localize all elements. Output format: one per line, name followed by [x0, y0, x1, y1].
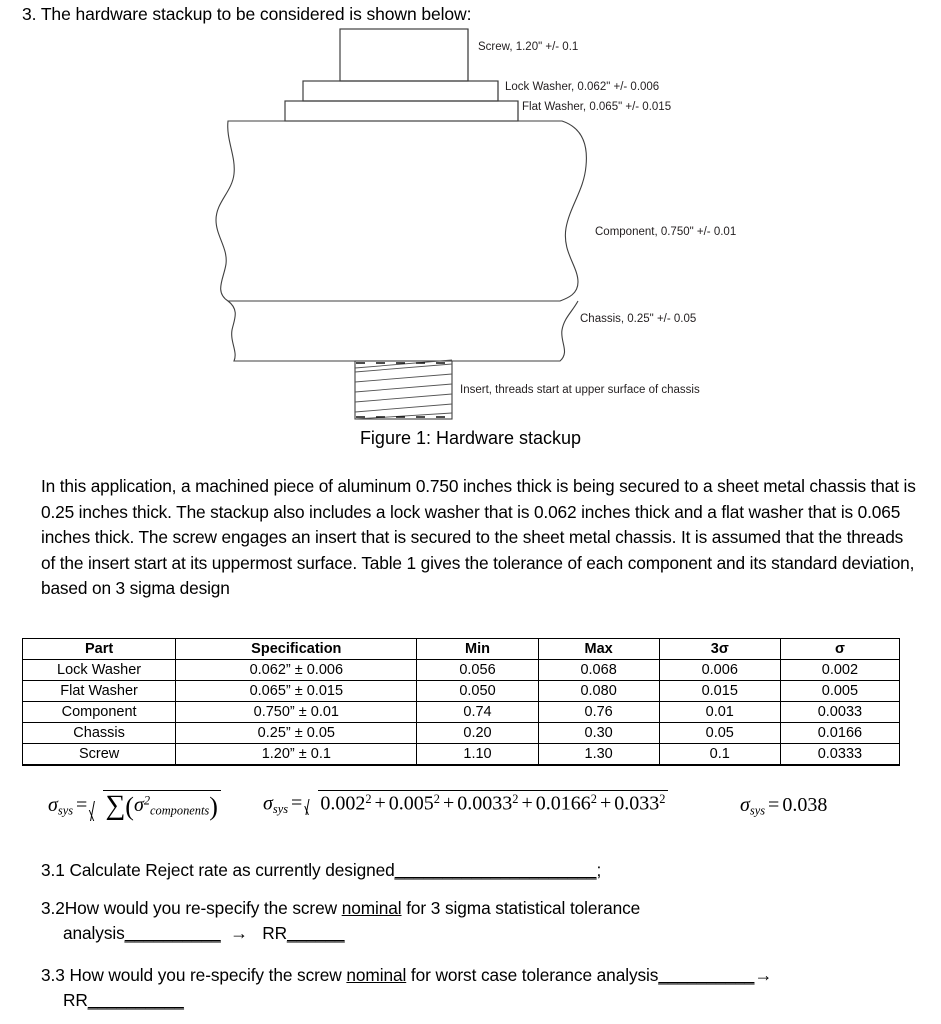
formula2-exp-4: 2 — [590, 792, 597, 806]
formula2-sigma-sub: sys — [272, 801, 289, 816]
q32-answer-blank-2[interactable]: ______ — [286, 923, 345, 943]
q32-emphasis: nominal — [341, 898, 402, 918]
table-row — [23, 744, 900, 766]
cell-3sigma: 0.1 — [659, 744, 780, 766]
q32-rr-label: RR — [262, 923, 287, 943]
label-insert: Insert, threads start at upper surface of chassis — [460, 384, 700, 396]
cell-part: Chassis — [23, 723, 176, 744]
label-chassis: Chassis, 0.25" +/- 0.05 — [580, 313, 697, 325]
formula1-sum-symbol: ∑ — [105, 790, 126, 821]
q33-line2 — [41, 988, 184, 1013]
table-row — [23, 681, 900, 702]
q32-answer-blank-1[interactable]: __________ — [124, 923, 221, 943]
cell-min: 0.050 — [417, 681, 538, 702]
q33-answer-blank-1[interactable]: __________ — [658, 965, 755, 985]
question-3-1 — [41, 858, 921, 883]
formula2-term-4: 0.0166 — [535, 792, 591, 815]
table-header-three-sigma: 3σ — [659, 639, 780, 660]
right-arrow-icon: → — [230, 923, 249, 943]
label-flat-washer: Flat Washer, 0.065" +/- 0.015 — [522, 101, 672, 113]
label-lock-washer: Lock Washer, 0.062" +/- 0.006 — [505, 81, 660, 93]
screw-shape — [340, 29, 468, 81]
question-3-2 — [41, 896, 921, 946]
formula2-sigma: σ — [263, 792, 273, 815]
q32-line2 — [41, 921, 345, 946]
formula3-sigma-sub: sys — [749, 803, 766, 818]
tolerance-table-wrapper — [22, 638, 900, 766]
formula-row — [0, 782, 941, 834]
tolerance-table — [22, 638, 900, 766]
chassis-shape — [228, 301, 578, 361]
cell-sigma: 0.0166 — [780, 723, 899, 744]
cell-3sigma: 0.006 — [659, 660, 780, 681]
q33-text-a: How would you re-specify the screw — [69, 965, 347, 985]
cell-3sigma: 0.05 — [659, 723, 780, 744]
cell-part: Lock Washer — [23, 660, 176, 681]
table-header-min: Min — [417, 639, 538, 660]
q32-analysis-label: analysis — [63, 923, 125, 943]
q33-emphasis: nominal — [346, 965, 407, 985]
q33-number: 3.3 — [41, 965, 65, 985]
cell-part: Component — [23, 702, 176, 723]
cell-min: 0.20 — [417, 723, 538, 744]
cell-sigma: 0.0333 — [780, 744, 899, 766]
label-component: Component, 0.750" +/- 0.01 — [595, 226, 737, 238]
cell-spec: 0.065” ± 0.015 — [176, 681, 417, 702]
cell-max: 0.080 — [538, 681, 659, 702]
table-header-sigma: σ — [780, 639, 899, 660]
table-row — [23, 660, 900, 681]
cell-3sigma: 0.015 — [659, 681, 780, 702]
formula1-inner-sigma: σ — [133, 794, 144, 816]
formula2-term-3: 0.0033 — [457, 792, 513, 815]
formula3-value: 0.038 — [782, 794, 828, 816]
formula2-term-2: 0.005 — [388, 792, 434, 815]
cell-spec: 0.062” ± 0.006 — [176, 660, 417, 681]
table-row — [23, 702, 900, 723]
formula-sigma-sys-expansion: $\sigma_{sys} = 0.002^2 + 0.005^2 + 0.0033^2 + 0.0166^2 + 0.033^2$ — [263, 790, 668, 817]
figure-caption — [0, 426, 941, 450]
insert-shape — [355, 360, 452, 419]
formula2-exp-5: 2 — [659, 792, 666, 806]
cell-spec: 0.25” ± 0.05 — [176, 723, 417, 744]
cell-max: 1.30 — [538, 744, 659, 766]
cell-sigma: 0.002 — [780, 660, 899, 681]
formula1-inner-sup: 2 — [143, 793, 151, 808]
formula1-inner-sub: components — [150, 803, 210, 818]
cell-min: 0.056 — [417, 660, 538, 681]
cell-sigma: 0.005 — [780, 681, 899, 702]
formula-sigma-sys-result: $\sigma_{sys} = 0.038$ — [740, 794, 828, 818]
cell-sigma: 0.0033 — [780, 702, 899, 723]
label-screw: Screw, 1.20" +/- 0.1 — [478, 41, 579, 53]
q32-text-b: for 3 sigma statistical tolerance — [401, 898, 641, 918]
q31-text: Calculate Reject rate as currently designed — [69, 860, 395, 880]
component-shape — [216, 121, 586, 301]
cell-max: 0.068 — [538, 660, 659, 681]
formula2-term-1: 0.002 — [320, 792, 366, 815]
formula1-sigma: σ — [48, 794, 58, 816]
cell-max: 0.76 — [538, 702, 659, 723]
q33-rr-label: RR — [63, 990, 88, 1010]
formula1-sigma-sub: sys — [57, 803, 74, 818]
cell-min: 0.74 — [417, 702, 538, 723]
cell-part: Flat Washer — [23, 681, 176, 702]
flat-washer-shape — [285, 101, 518, 121]
table-header-spec: Specification — [176, 639, 417, 660]
cell-spec: 0.750” ± 0.01 — [176, 702, 417, 723]
cell-max: 0.30 — [538, 723, 659, 744]
question-3-3 — [41, 963, 931, 1013]
table-row — [23, 723, 900, 744]
cell-part: Screw — [23, 744, 176, 766]
formula-sigma-sys-definition: $\sigma_{sys} = \sum(\sigma^2_{components})$ — [48, 790, 221, 822]
formula2-term-5: 0.033 — [614, 792, 660, 815]
q31-number: 3.1 — [41, 860, 65, 880]
cell-spec: 1.20” ± 0.1 — [176, 744, 417, 766]
table-header-part: Part — [23, 639, 176, 660]
formula2-exp-2: 2 — [433, 792, 440, 806]
page-heading: 3. The hardware stackup to be considered is shown below: — [22, 4, 472, 24]
q32-number: 3.2 — [41, 898, 65, 918]
hardware-stackup-figure — [0, 20, 941, 420]
q31-tail: ; — [596, 860, 602, 880]
formula2-exp-1: 2 — [365, 792, 372, 806]
cell-3sigma: 0.01 — [659, 702, 780, 723]
right-arrow-icon: → — [754, 965, 773, 985]
table-header-max: Max — [538, 639, 659, 660]
q33-text-b: for worst case tolerance analysis — [406, 965, 659, 985]
q31-answer-blank[interactable]: _____________________ — [394, 860, 597, 880]
q33-answer-blank-2[interactable]: __________ — [87, 990, 184, 1010]
body-paragraph: In this application, a machined piece of aluminum 0.750 inches thick is being secured to a sheet metal chassis that is 0.25 inches thick. The stackup also includes a lock washer that is 0.062 inches thick and a flat washer that is 0.065 inches thick. The screw engages an insert that is secured to the sheet metal chassis. It is assumed that the threads of the insert start at its uppermost surface. Table 1 gives the tolerance of each component and its standard deviation, based on 3 sigma design — [41, 476, 916, 599]
lock-washer-shape — [303, 81, 498, 101]
cell-min: 1.10 — [417, 744, 538, 766]
table-header-row — [23, 639, 900, 660]
formula3-sigma: σ — [740, 794, 750, 816]
formula2-exp-3: 2 — [512, 792, 519, 806]
q32-text-a: How would you re-specify the screw — [64, 898, 342, 918]
figure-caption-text: Figure 1: Hardware stackup — [359, 428, 582, 448]
